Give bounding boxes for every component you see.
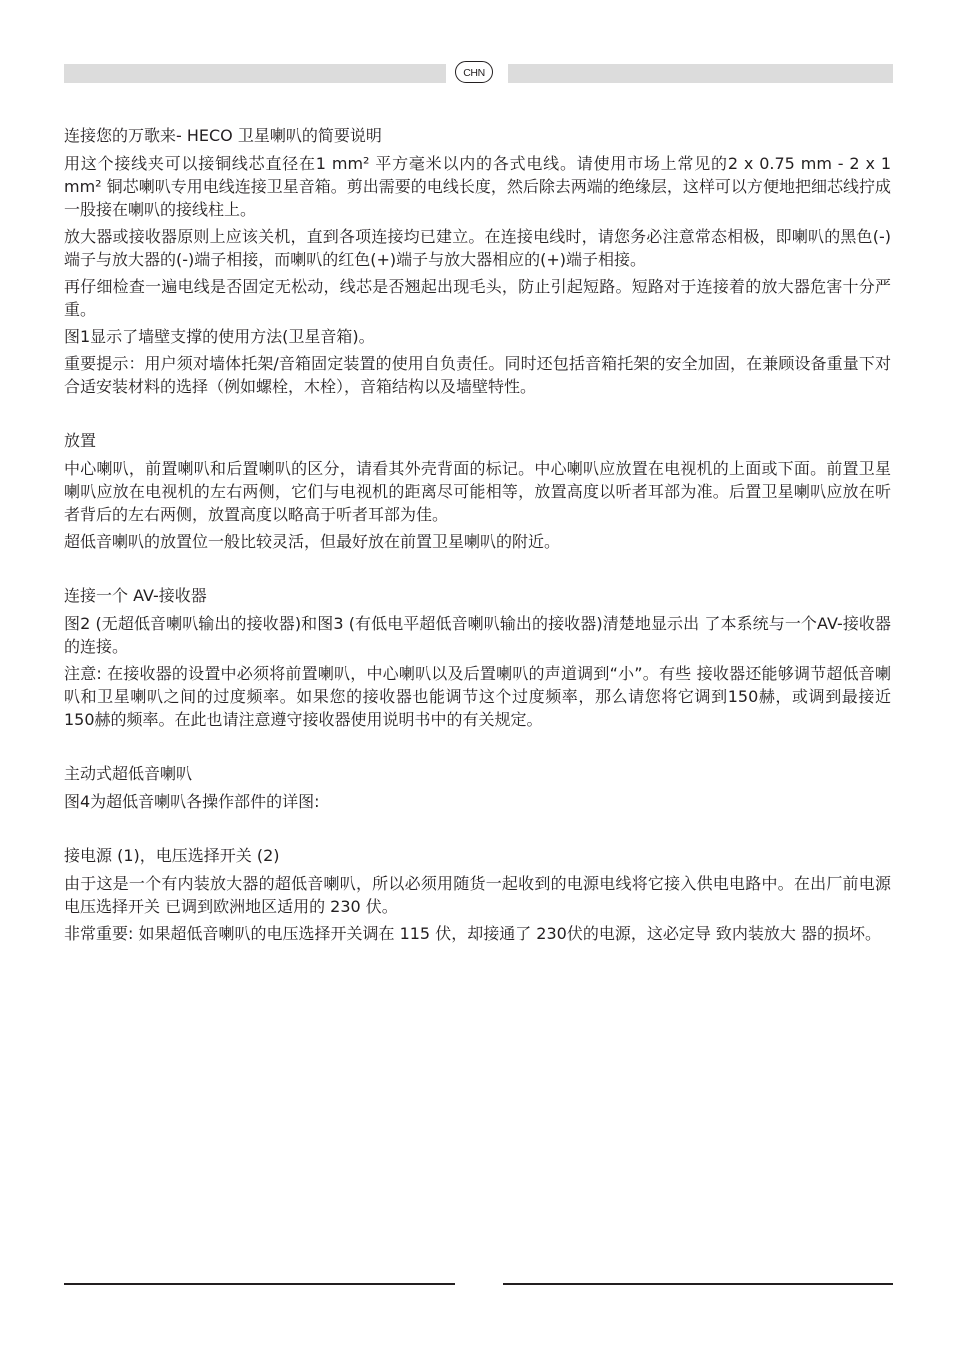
paragraph: 放大器或接收器原则上应该关机，直到各项连接均已建立。在连接电线时，请您务必注意常态相极，即喇叭的黑色(-)端子与放大器的(-)端子相接，而喇叭的红色(+)端子与放大器相应的(+)端子相接。 [64, 227, 891, 269]
paragraph: 中心喇叭，前置喇叭和后置喇叭的区分，请看其外壳背面的标记。中心喇叭应放置在电视机的上面或下面。前置卫星喇叭应放在电视机的左右两侧，它们与电视机的距离尽可能相等，放置高度以听者耳部为准。后置卫星喇叭应放在听者背后的左右两侧，放置高度以略高于听者耳部为佳。 [64, 459, 891, 524]
paragraph: 由于这是一个有内装放大器的超低音喇叭，所以必须用随货一起收到的电源电线将它接入供电电路中。在出厂前电源电压选择开关 已调到欧洲地区适用的 230 伏。 [64, 874, 891, 916]
footer-rule-right [503, 1283, 893, 1285]
header-bar-right [508, 64, 893, 83]
paragraph: 超低音喇叭的放置位一般比较灵活，但最好放在前置卫星喇叭的附近。 [64, 532, 561, 551]
paragraph: 用这个接线夹可以接铜线芯直径在1 mm² 平方毫米以内的各式电线。请使用市场上常见的2 x 0.75 mm - 2 x 1 mm² 铜芯喇叭专用电线连接卫星音箱。剪出需要的电线长度，然后除去两端的绝缘层，这样可以方便地把细芯线拧成一股接在喇叭的接线柱上。 [64, 154, 891, 219]
paragraph: 再仔细检查一遍电线是否固定无松动，线芯是否翘起出现毛头，防止引起短路。短路对于连接着的放大器危害十分严重。 [64, 277, 891, 319]
header-bar-left [64, 64, 446, 83]
section-heading: 连接一个 AV-接收器 [64, 586, 207, 605]
section-placement [64, 428, 891, 553]
section-heading: 主动式超低音喇叭 [64, 764, 193, 783]
paragraph: 非常重要: 如果超低音喇叭的电压选择开关调在 115 伏，却接通了 230伏的电源，这必定导 致内装放大 器的损坏。 [64, 924, 881, 943]
footer-rule-left [64, 1283, 455, 1285]
paragraph: 注意: 在接收器的设置中必须将前置喇叭，中心喇叭以及后置喇叭的声道调到“小”。有些 接收器还能够调节超低音喇叭和卫星喇叭之间的过度频率。如果您的接收器也能调节这个过度频率，那么请您将它调到150赫，或调到最接近150赫的频率。在此也请注意遵守接收器使用说明书中的有关规定。 [64, 664, 891, 729]
section-av-receiver [64, 583, 891, 731]
paragraph: 图4为超低音喇叭各操作部件的详图: [64, 792, 320, 811]
section-heading: 连接您的万歌来- HECO 卫星喇叭的简要说明 [64, 126, 382, 145]
section-connection [64, 123, 891, 398]
section-heading: 接电源 (1)，电压选择开关 (2) [64, 846, 280, 865]
language-badge: CHN [455, 61, 493, 83]
paragraph: 图2 (无超低音喇叭输出的接收器)和图3 (有低电平超低音喇叭输出的接收器)清楚地显示出 了本系统与一个AV-接收器的连接。 [64, 614, 891, 656]
section-power-voltage [64, 843, 891, 945]
section-heading: 放置 [64, 431, 97, 450]
paragraph: 图1显示了墙壁支撑的使用方法(卫星音箱)。 [64, 327, 375, 346]
paragraph: 重要提示：用户须对墙体托架/音箱固定装置的使用自负责任。同时还包括音箱托架的安全加固，在兼顾设备重量下对合适安装材料的选择（例如螺栓，木栓），音箱结构以及墙壁特性。 [64, 354, 891, 396]
section-active-subwoofer [64, 761, 891, 813]
document-body [64, 123, 891, 945]
